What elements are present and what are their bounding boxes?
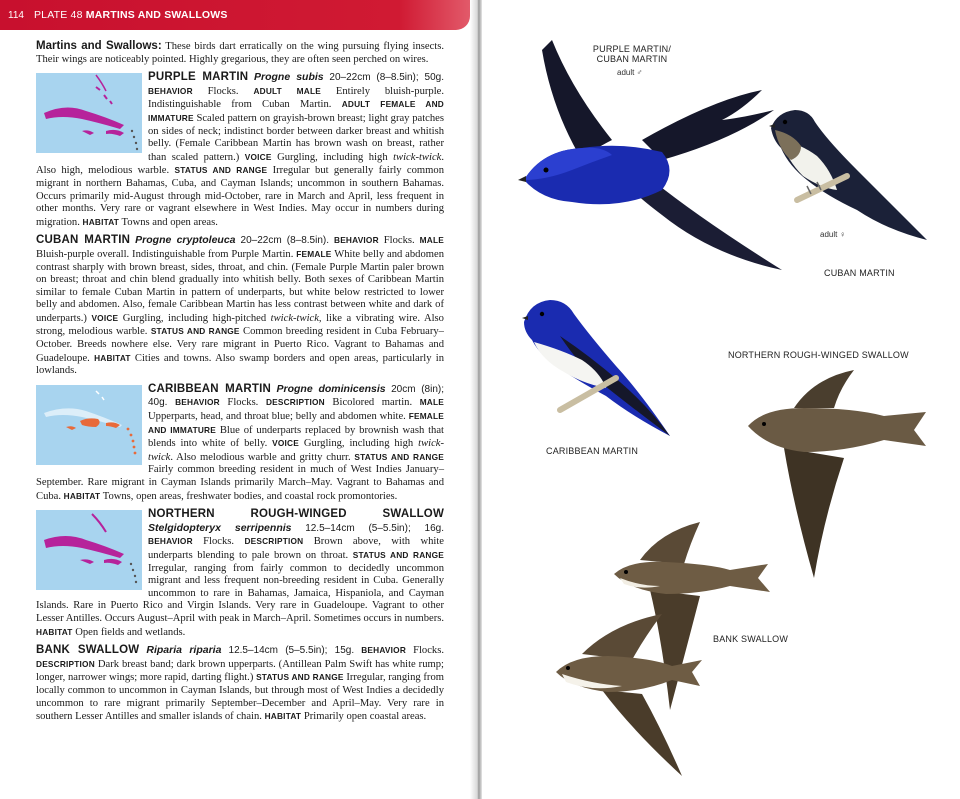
label-cuban-martin: CUBAN MARTIN [824,268,895,278]
intro-paragraph: Martins and Swallows: These birds dart erratically on the wing pursuing flying insects. Their wings are noticeably pointed. Highly gregarious, they are often seen perched on wires. [36,40,444,65]
left-page [0,0,478,799]
species-entry-purple-martin: PURPLE MARTIN Progne subis 20–22cm (8–8.5in); 50g. BEHAVIOR Flocks. ADULT MALE Entirely bluish-purple. Indistinguishable from Cuban Martin. ADULT FEMALE AND IMMATURE Scaled pattern on grayish-brown breast; light gray patches on sides of neck; indistinct border between darker breast and whitish belly. (Female Caribbean Martin has brown wash on breast, rather than scaled pattern.) VOICE Gurgling, including high twick-twick. Also high, melodious warble. STATUS AND RANGE Irregular but generally fairly common migrant in northern Bahamas, Cuba, and Cayman Islands; uncommon in southern Bahamas. Occurs primarily mid-August through mid-October, rare in March and April, less frequent in other months. Very rare or vagrant elsewhere in West Indies. May occur in numbers during migration. HABITAT Towns and open areas. [36,71,445,228]
range-map-purple-martin [36,73,142,153]
species-entry-rough-winged-swallow: NORTHERN ROUGH-WINGED SWALLOW Stelgidopteryx serripennis 12.5–14cm (5–5.5in); 16g. BEHAVIOR Flocks. DESCRIPTION Brown above, with white underparts blending to pale brown on throat. STATUS AND RANGE Irregular, ranging from fairly common to decidedly uncommon migrant and less frequent non-breeding resident in Cuba. Generally uncommon to rare in Bahamas, Jamaica, Hispaniola, and Cayman Islands. Rare in Puerto Rico and Virgin Islands. Very rare in Guadeloupe. Vagrant to other Lesser Antilles. Occurs August–April with peak in March–April. Sometimes occurs in numbers. HABITAT Open fields and wetlands. [36,508,444,638]
label-adult-female: adult ♀ [820,230,846,239]
range-map-rough-winged-swallow [36,510,142,590]
species-text-column [36,40,444,724]
species-entry-caribbean-martin: CARIBBEAN MARTIN Progne dominicensis 20cm (8in); 40g. BEHAVIOR Flocks. DESCRIPTION Bicolored martin. MALE Upperparts, head, and throat blue; belly and abdomen white. FEMALE AND IMMATURE Blue of underparts replaced by brownish wash that blends into white of belly. VOICE Gurgling, including high twick-twick. Also melodious warble and gritty churr. STATUS AND RANGE Fairly common breeding resident in much of West Indies January–September. Rare migrant in Cayman Islands primarily March–May. Vagrant to Bahamas and Cuba. HABITAT Towns, open areas, freshwater bodies, and coastal rock promontories. [36,382,445,502]
label-rough-winged-swallow: NORTHERN ROUGH-WINGED SWALLOW [728,350,909,360]
species-entry-bank-swallow: BANK SWALLOW Riparia riparia 12.5–14cm (5–5.5in); 15g. BEHAVIOR Flocks. DESCRIPTION Dark breast band; dark brown upperparts. (Antillean Palm Swift has white rump; longer, narrower wings; more rapid, darting flight.) STATUS AND RANGE Irregular, ranging from locally common to uncommon in Cayman Islands, but through most of West Indies a decidedly uncommon to rare migrant primarily September–December and April–May. Very rare in southern Lesser Antilles and smaller islands of chain. HABITAT Primarily open coastal areas. [36,644,444,723]
purple-martin-flight-illustration [512,30,792,280]
caribbean-martin-perched-illustration [520,296,690,456]
bank-swallow-lower-illustration [552,610,722,780]
range-map-caribbean-martin [36,385,142,465]
label-adult-male: adult ♂ [617,68,643,77]
label-caribbean-martin: CARIBBEAN MARTIN [546,446,639,456]
label-bank-swallow: BANK SWALLOW [713,634,789,644]
plate-title: PLATE 48 MARTINS AND SWALLOWS [33,9,228,21]
right-page [482,0,960,799]
page-number: 114 [8,9,24,21]
label-purple-cuban-martin: PURPLE MARTIN/ CUBAN MARTIN [592,44,672,64]
plate-header [0,0,470,30]
species-entry-cuban-martin: CUBAN MARTIN Progne cryptoleuca 20–22cm (8–8.5in). BEHAVIOR Flocks. MALE Bluish-purple overall. Indistinguishable from Purple Martin. FEMALE White belly and abdomen contrast sharply with brown breast, sides, throat, and chin. (Female Purple Martin paler brown on breast; throat and chin blend gradually into whitish belly. Both sexes of Caribbean Martin similar to female Cuban Martin in pattern of underparts, but white below restricted to lower belly and abdomen. Also, female Caribbean Martin has less contrast between white and dark of underparts.) VOICE Gurgling, including high-pitched twick-twick, like a vibrating wire. Also strong, melodious warble. STATUS AND RANGE Common breeding resident in Cuba February–October. Breeds nowhere else. Very rare migrant in Puerto Rico. Vagrant to Bahamas and Guadeloupe. HABITAT Cities and towns. Also swamp borders and open areas, particularly in lowlands. [36,234,444,377]
cuban-martin-perched-illustration [767,100,937,260]
